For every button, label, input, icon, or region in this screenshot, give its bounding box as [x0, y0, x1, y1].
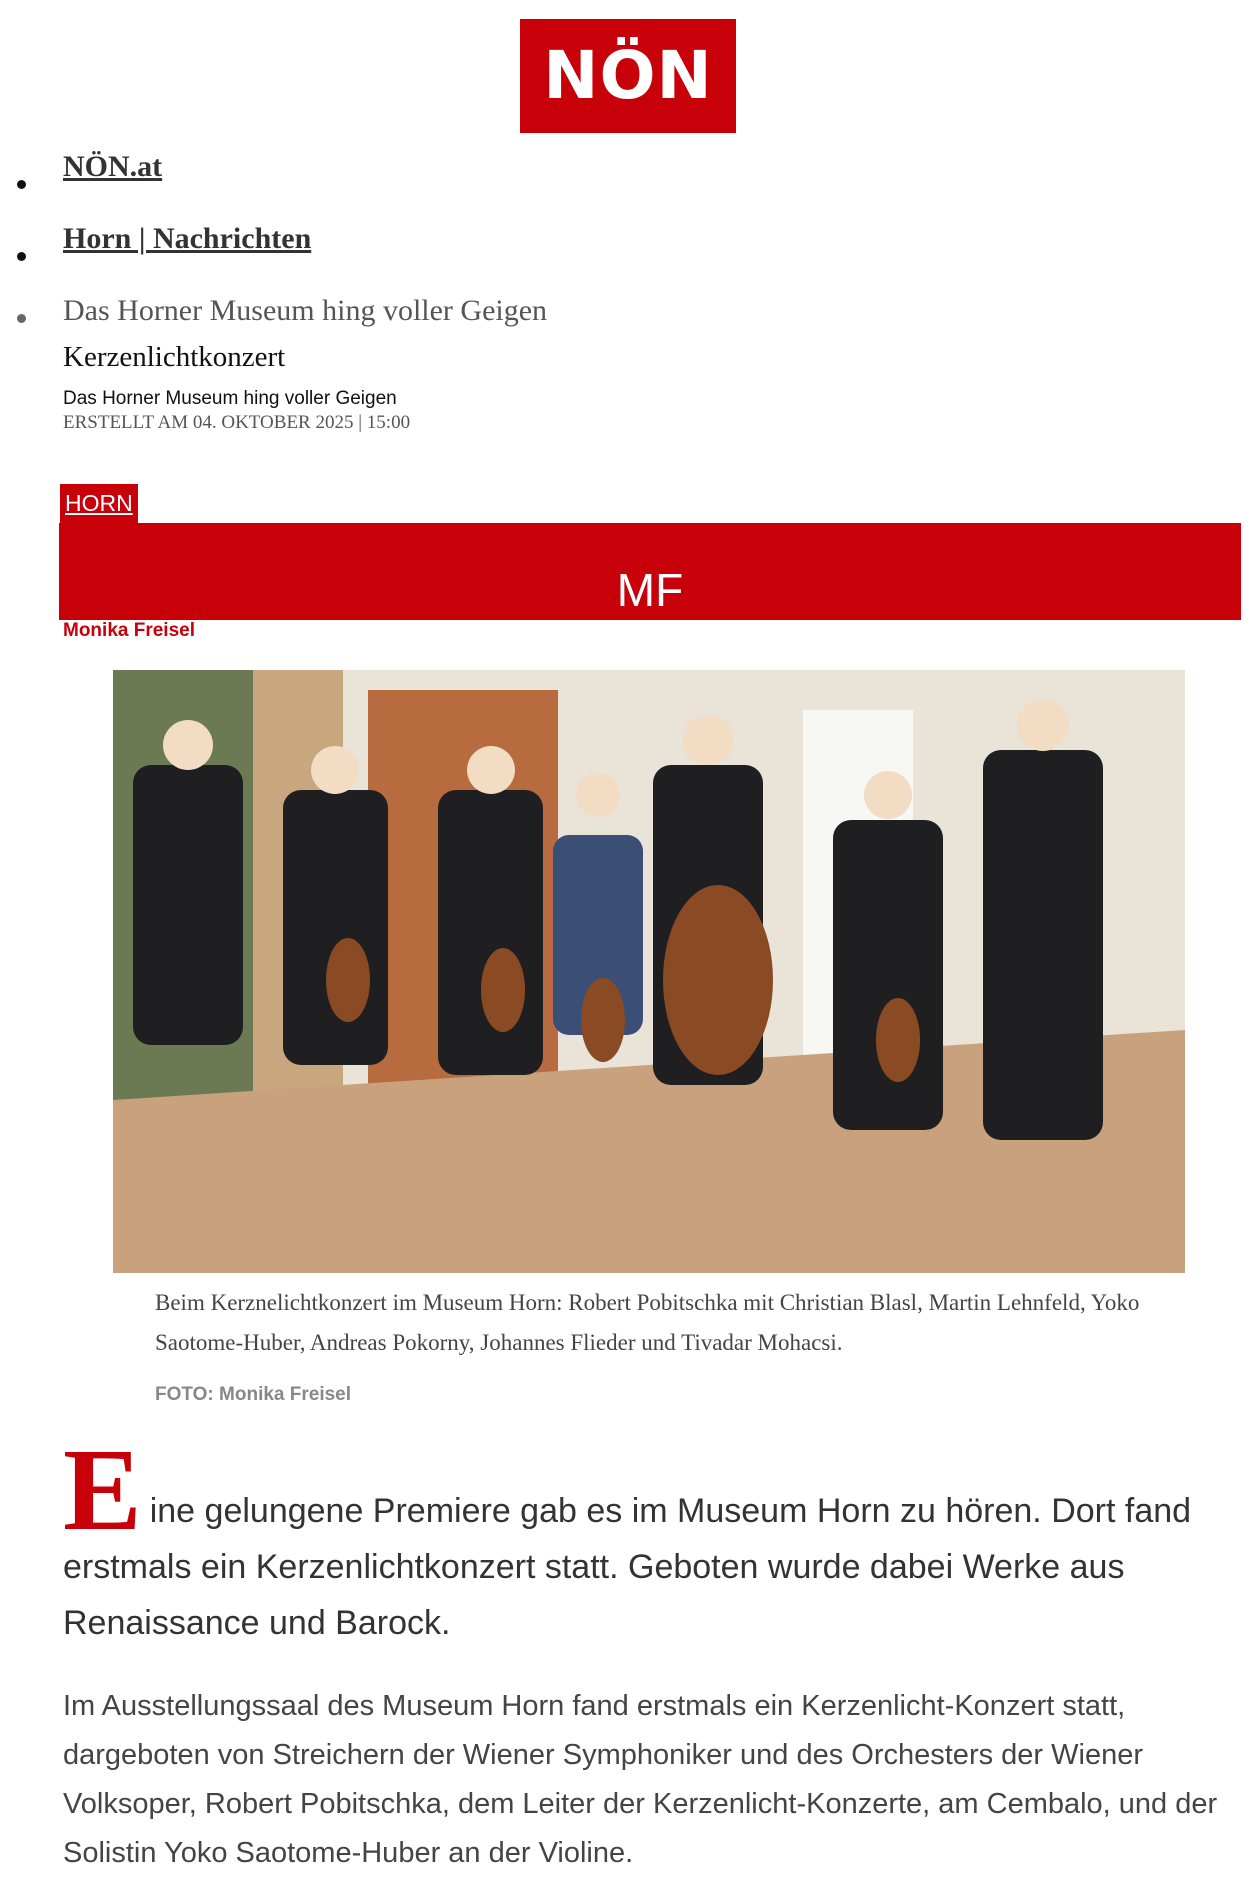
breadcrumb-item-section: [0, 222, 547, 294]
article-subtitle: Das Horner Museum hing voller Geigen: [63, 388, 397, 409]
article-date: ERSTELLT AM 04. OKTOBER 2025 | 15:00: [63, 412, 411, 433]
author-initials: MF: [616, 564, 684, 616]
section-tag-link[interactable]: HORN: [60, 484, 138, 523]
article-photo: [113, 670, 1185, 1273]
breadcrumb: [0, 150, 547, 334]
article-kicker: Kerzenlichtkonzert: [63, 341, 286, 373]
author-name[interactable]: Monika Freisel: [63, 620, 195, 641]
drop-cap: E: [63, 1424, 142, 1555]
breadcrumb-link-home[interactable]: NÖN.at: [63, 150, 163, 183]
breadcrumb-item-home: [0, 150, 547, 222]
photo-caption: Beim Kerznelichtkonzert im Museum Horn: Robert Pobitschka mit Christian Blasl, Martin Lehnfeld, Yoko Saotome-Huber, Andreas Pokorny, Johannes Flieder und Tivadar Mohacsi.: [155, 1290, 1140, 1355]
article-body-paragraph: Im Ausstellungssaal des Museum Horn fand erstmals ein Kerzenlicht-Konzert statt, dargeboten von Streichern der Wiener Symphoniker und des Orchesters der Wiener Volksoper, Robert Pobitschka, dem Leiter der Kerzenlicht-Konzerte, am Cembalo, und der Solistin Yoko Saotome-Huber an der Violine.: [63, 1690, 1218, 1869]
non-logo[interactable]: NÖN: [520, 19, 736, 133]
musicians-photo-illustration: [113, 670, 1185, 1273]
breadcrumb-link-section[interactable]: Horn | Nachrichten: [63, 222, 312, 255]
lead-text: ine gelungene Premiere gab es im Museum Horn zu hören. Dort fand erstmals ein Kerzenlichtkonzert statt. Geboten wurde dabei Werke aus Renaissance und Barock.: [63, 1492, 1192, 1642]
article-lead: [63, 1424, 1243, 1651]
breadcrumb-item-current: [0, 294, 547, 334]
breadcrumb-current-label: Das Horner Museum hing voller Geigen: [63, 294, 548, 327]
photo-credit: FOTO: Monika Freisel: [155, 1384, 352, 1405]
logo-wrapper: [0, 19, 1256, 133]
author-avatar-banner: [59, 523, 1241, 620]
